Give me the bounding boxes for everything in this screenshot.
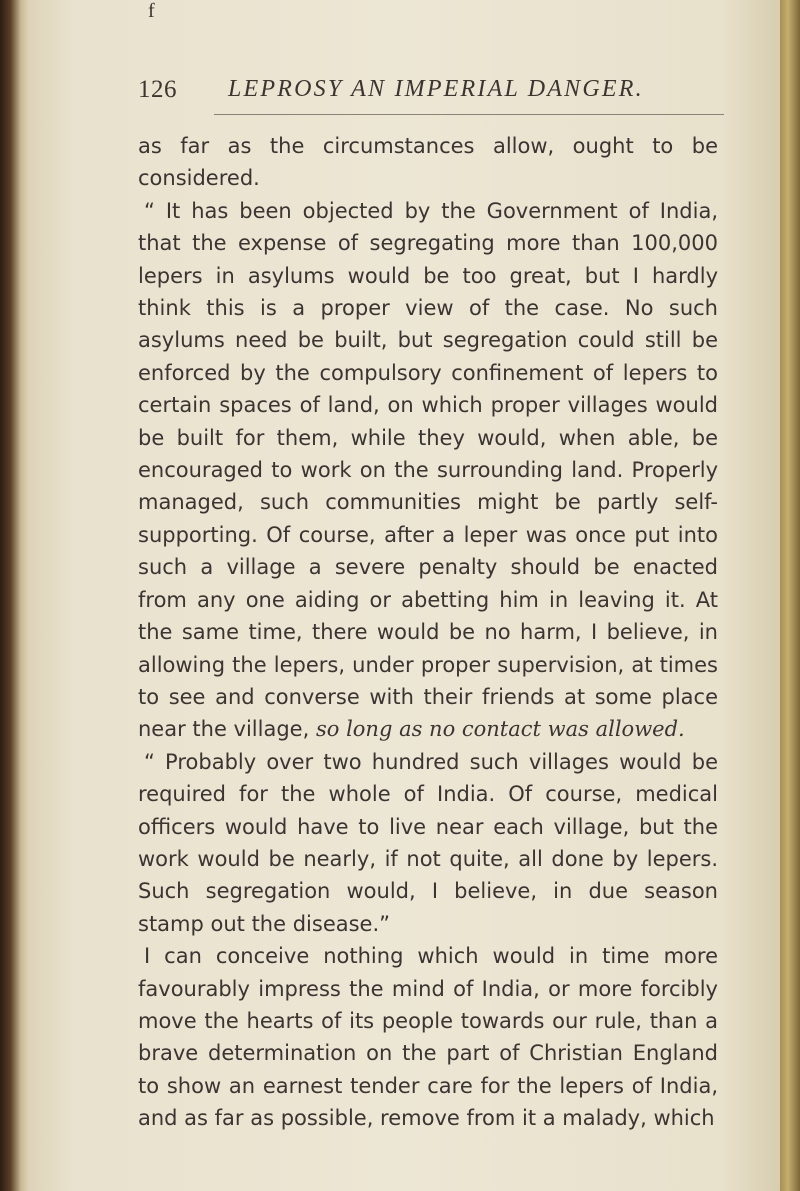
paragraph-1-text: as far as the circumstances allow, ought to be considered.: [138, 134, 718, 191]
book-spine-edge: [0, 0, 30, 1191]
stray-mark: f: [148, 0, 155, 22]
paragraph-4: [138, 940, 718, 1134]
header-rule: [214, 114, 724, 115]
paragraph-2-text: “ It has been objected by the Government of India, that the expense of segregating more than 100,000 lepers in asylums would be too great, but I hardly think this is a proper view of the case. No such asylums need be built, but segregation could still be enforced by the compulsory confinement of lepers to certain spaces of land, on which proper villages would be built for them, while they would, when able, be encouraged to work on the surrounding land. Properly managed, such communities might be partly self-supporting. Of course, after a leper was once put into such a village a severe penalty should be enacted from any one aiding or abetting him in leaving it. At the same time, there would be no harm, I believe, in allowing the lepers, under proper supervision, at times to see and converse with their friends at some place near the village,: [138, 198, 718, 742]
paragraph-3-text: “ Probably over two hundred such villages would be required for the whole of India. Of course, medical officers would have to live near each village, but the work would be nearly, if not quite, all done by lepers. Such segregation would, I believe, in due season stamp out the disease.”: [138, 749, 718, 936]
page-number: 126: [138, 76, 177, 103]
body-text: [138, 130, 718, 1135]
paragraph-4-text: I can conceive nothing which would in time more favourably impress the mind of India, or more forcibly move the hearts of its people towards our rule, than a brave determination on the part of Christian England to show an earnest tender care for the lepers of India, and as far as possible, remove from it a malady, which: [138, 944, 718, 1131]
paragraph-3: [138, 746, 718, 940]
paragraph-2-italic: so long as no contact was allowed.: [315, 717, 685, 742]
running-head: [0, 76, 800, 108]
page-edge-right: [780, 0, 800, 1191]
paragraph-2: [138, 195, 718, 746]
running-title: LEPROSY AN IMPERIAL DANGER.: [228, 76, 644, 102]
paragraph-1: [138, 130, 718, 195]
